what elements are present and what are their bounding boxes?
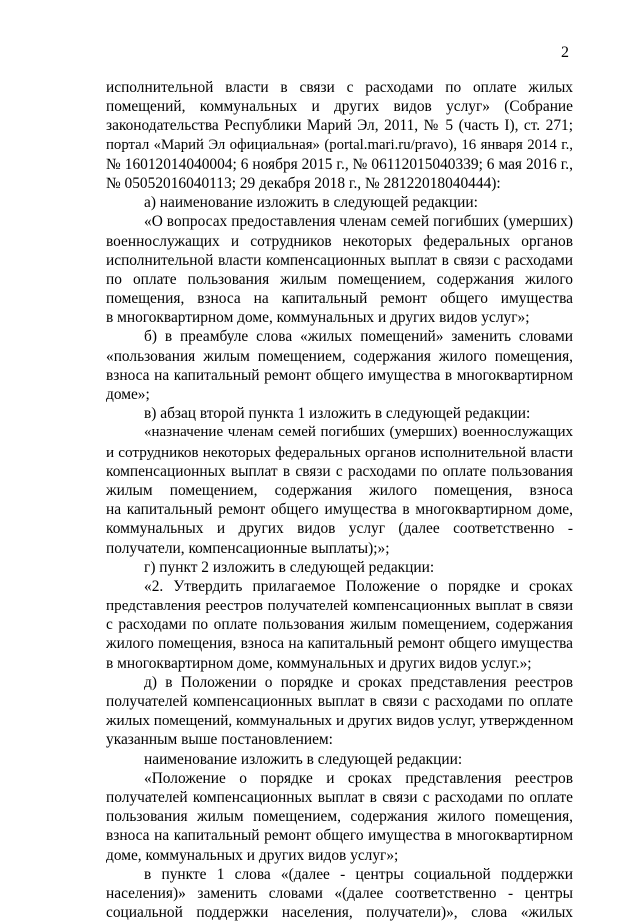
text-line: № 05052016040113; 29 декабря 2018 г., № 28122018040444): — [106, 174, 501, 192]
text-line: по оплате пользования жилым помещением, содержания жилого — [106, 270, 573, 288]
text-line: с расходами по оплате пользования жилым помещением, содержания — [106, 616, 573, 634]
text-line: «Положение о порядке и сроках представления реестров — [144, 769, 573, 787]
document-body — [106, 78, 573, 922]
text-line: законодательства Республики Марий Эл, 2011, № 5 (часть I), ст. 271; — [106, 117, 573, 135]
text-line: портал «Марий Эл официальная» (portal.mari.ru/pravo), 16 января 2014 г., — [106, 136, 573, 153]
text-line: компенсационных выплат в связи с расходами по оплате пользования — [106, 462, 573, 480]
text-line: получателей компенсационных выплат в связи с расходами по оплате — [106, 693, 573, 710]
text-line: и сотрудников некоторых федеральных органов исполнительной власти — [106, 443, 573, 461]
text-line: исполнительной власти компенсационных выплат в связи с расходами — [106, 251, 573, 269]
text-line: «назначение членам семей погибших (умерших) военнослужащих — [144, 424, 573, 441]
text-line: в многоквартирном доме, коммунальных и других видов услуг.»; — [106, 654, 532, 672]
text-line: в многоквартирном доме, коммунальных и других видов услуг»; — [106, 309, 530, 327]
text-line: в) абзац второй пункта 1 изложить в следующей редакции: — [144, 405, 531, 423]
text-line: наименование изложить в следующей редакции: — [144, 750, 463, 768]
text-line: указанным выше постановлением: — [106, 731, 333, 749]
text-line: представления реестров получателей компенсационных выплат в связи — [106, 597, 573, 615]
text-line: «О вопросах предоставления членам семей погибших (умерших) — [144, 213, 573, 231]
text-line: военнослужащих и сотрудников некоторых федеральных органов — [106, 232, 573, 250]
text-line: помещений, коммунальных и других видов услуг» (Собрание — [106, 98, 573, 116]
text-line: г) пункт 2 изложить в следующей редакции: — [144, 558, 435, 576]
page-number: 2 — [561, 44, 569, 61]
text-line: № 16012014040004; 6 ноября 2015 г., № 06112015040339; 6 мая 2016 г., — [106, 155, 573, 173]
text-line: на капитальный ремонт общего имущества в многоквартирном доме, — [106, 501, 573, 519]
text-line: получателей компенсационных выплат в связи с расходами по оплате — [106, 788, 573, 806]
text-line: а) наименование изложить в следующей редакции: — [144, 194, 478, 212]
text-line: жилым помещением, содержания жилого помещения, взноса — [106, 481, 573, 499]
text-line: взноса на капитальный ремонт общего имущества в многоквартирном — [106, 827, 573, 845]
text-line: «пользования жилым помещением, содержания жилого помещения, — [106, 347, 573, 365]
text-line: доме»; — [106, 386, 150, 403]
text-line: социальной поддержки населения, получатели)», слова «жилых — [106, 904, 573, 922]
text-line: получатели, компенсационные выплаты);»; — [106, 539, 390, 557]
text-line: в пункте 1 слова «(далее - центры социальной поддержки — [144, 865, 573, 883]
text-line: взноса на капитальный ремонт общего имущества в многоквартирном — [106, 366, 573, 384]
text-line: помещения, взноса на капитальный ремонт общего имущества — [106, 290, 573, 308]
text-line: б) в преамбуле слова «жилых помещений» заменить словами — [144, 328, 573, 346]
text-line: жилых помещений, коммунальных и других видов услуг, утвержденном — [106, 712, 574, 730]
text-line: д) в Положении о порядке и сроках представления реестров — [144, 673, 573, 691]
text-line: коммунальных и других видов услуг (далее соответственно - — [106, 520, 573, 538]
text-line: «2. Утвердить прилагаемое Положение о порядке и сроках — [144, 577, 573, 595]
text-line: пользования жилым помещением, содержания жилого помещения, — [106, 808, 573, 826]
text-line: доме, коммунальных и других видов услуг»; — [106, 846, 399, 864]
text-line: жилого помещения, взноса на капитальный ремонт общего имущества — [106, 635, 573, 653]
text-line: исполнительной власти в связи с расходами по оплате жилых — [106, 79, 573, 96]
text-line: населения)» заменить словами «(далее соответственно - центры — [106, 884, 573, 902]
